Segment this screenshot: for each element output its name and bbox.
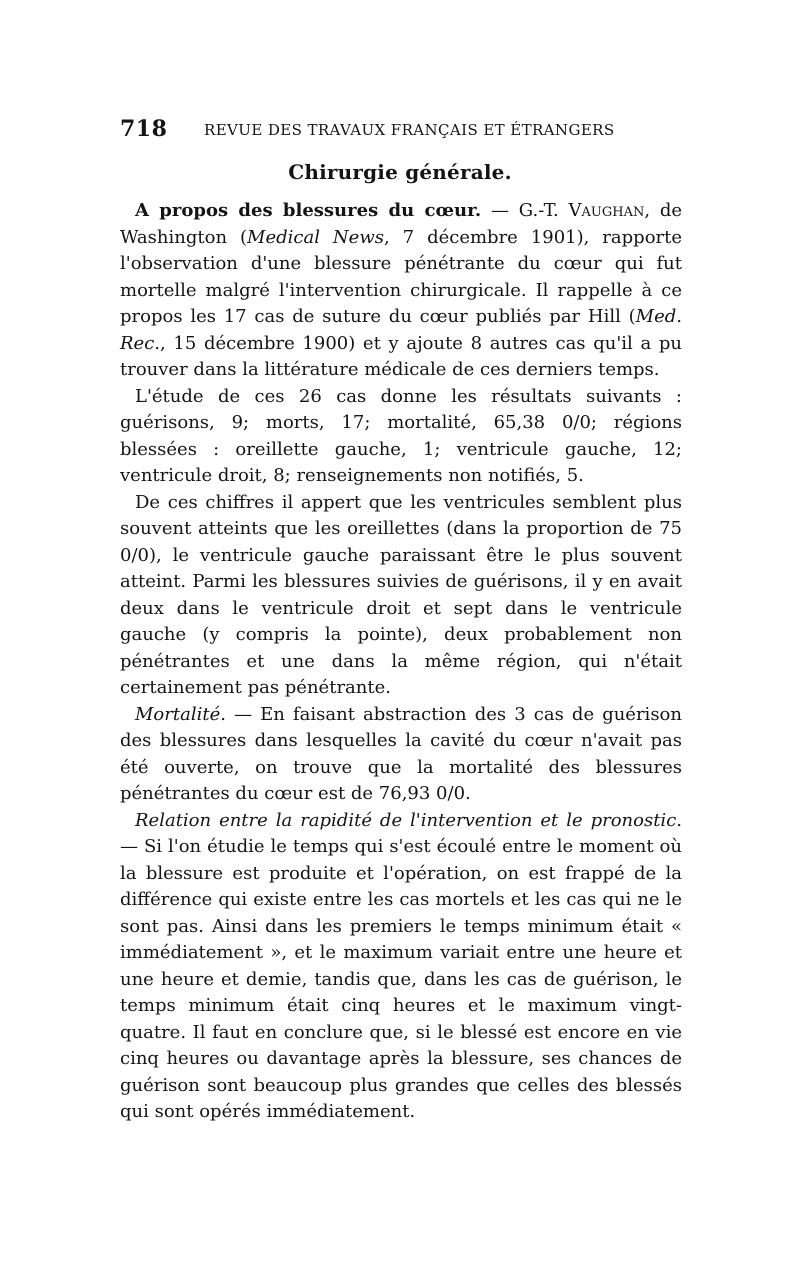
journal-title: REVUE DES TRAVAUX FRANÇAIS ET ÉTRANGERS xyxy=(204,121,615,139)
paragraph-intro xyxy=(120,198,682,384)
dash: — xyxy=(481,200,519,221)
journal-ref: Med. Rec. xyxy=(120,306,682,354)
running-head xyxy=(120,116,680,146)
section-title: Chirurgie générale. xyxy=(288,160,512,184)
dash: — xyxy=(120,836,144,857)
page-number: 718 xyxy=(120,116,168,142)
subheading-mortality: Mortalité. xyxy=(135,703,226,725)
paragraph-mortality xyxy=(120,702,682,808)
dash: — xyxy=(225,703,261,725)
author-initials: G.-T. xyxy=(518,200,569,221)
text-run: , 15 décembre 1900) et y ajoute 8 autres cas qu'il a pu trouver dans la littérature médicale de ces derniers temps. xyxy=(120,332,682,380)
text-run: Si l'on étudie le temps qui s'est écoulé entre le moment où la blessure est produite et l'opération, on est frappé de la différence qui existe entre les cas mortels et les cas qui ne le sont pas. Ainsi dans les premiers le temps minimum était « immédiatement », et le maximum variait entre une heure et une heure et demie, tandis que, dans les cas de guérison, le temps minimum était cinq heures et le maximum vingt-quatre. Il faut en conclure que, si le blessé est encore en vie cinq heures ou davantage après la blessure, ses chances de guérison sont beaucoup plus grandes que celles des blessés qui sont opérés immédiatement. xyxy=(120,836,682,1122)
article-body xyxy=(120,198,682,1126)
article-title: A propos des blessures du cœur. xyxy=(135,200,482,221)
paragraph-prognosis xyxy=(120,808,682,1126)
text-run: , 7 décembre 1901), rapporte l'observation d'une blessure pénétrante du cœur qui fut mortelle malgré l'intervention chirurgicale. Il rappelle à ce propos les 17 cas de suture du cœur publiés par Hill ( xyxy=(120,226,683,327)
paragraph-ventricles: De ces chiffres il appert que les ventricules semblent plus souvent atteints que les oreillettes (dans la proportion de 75 0/0), le ventricule gauche paraissant être le plus souvent atteint. Parmi les blessures suivies de guérisons, il y en avait deux dans le ventricule droit et sept dans le ventricule gauche (y compris la pointe), deux probablement non pénétrantes et une dans la même région, qui n'était certainement pas pénétrante. xyxy=(120,491,682,698)
text-run: , de Washington ( xyxy=(120,200,683,248)
author-name: Vaughan xyxy=(568,200,645,221)
journal-ref: Medical News xyxy=(247,226,384,248)
paragraph-results: L'étude de ces 26 cas donne les résultats suivants : guérisons, 9; morts, 17; mortalité, 65,38 0/0; régions blessées : oreillette gauche, 1; ventricule gauche, 12; ventricule droit, 8; renseignements non notifiés, 5. xyxy=(120,385,682,486)
subheading-prognosis: Relation entre la rapidité de l'intervention et le pronostic. xyxy=(135,809,682,831)
text-run: En faisant abstraction des 3 cas de guérison des blessures dans lesquelles la cavité du cœur n'avait pas été ouverte, on trouve que la mortalité des blessures pénétrantes du cœur est de 76,93 0/0. xyxy=(120,703,682,804)
